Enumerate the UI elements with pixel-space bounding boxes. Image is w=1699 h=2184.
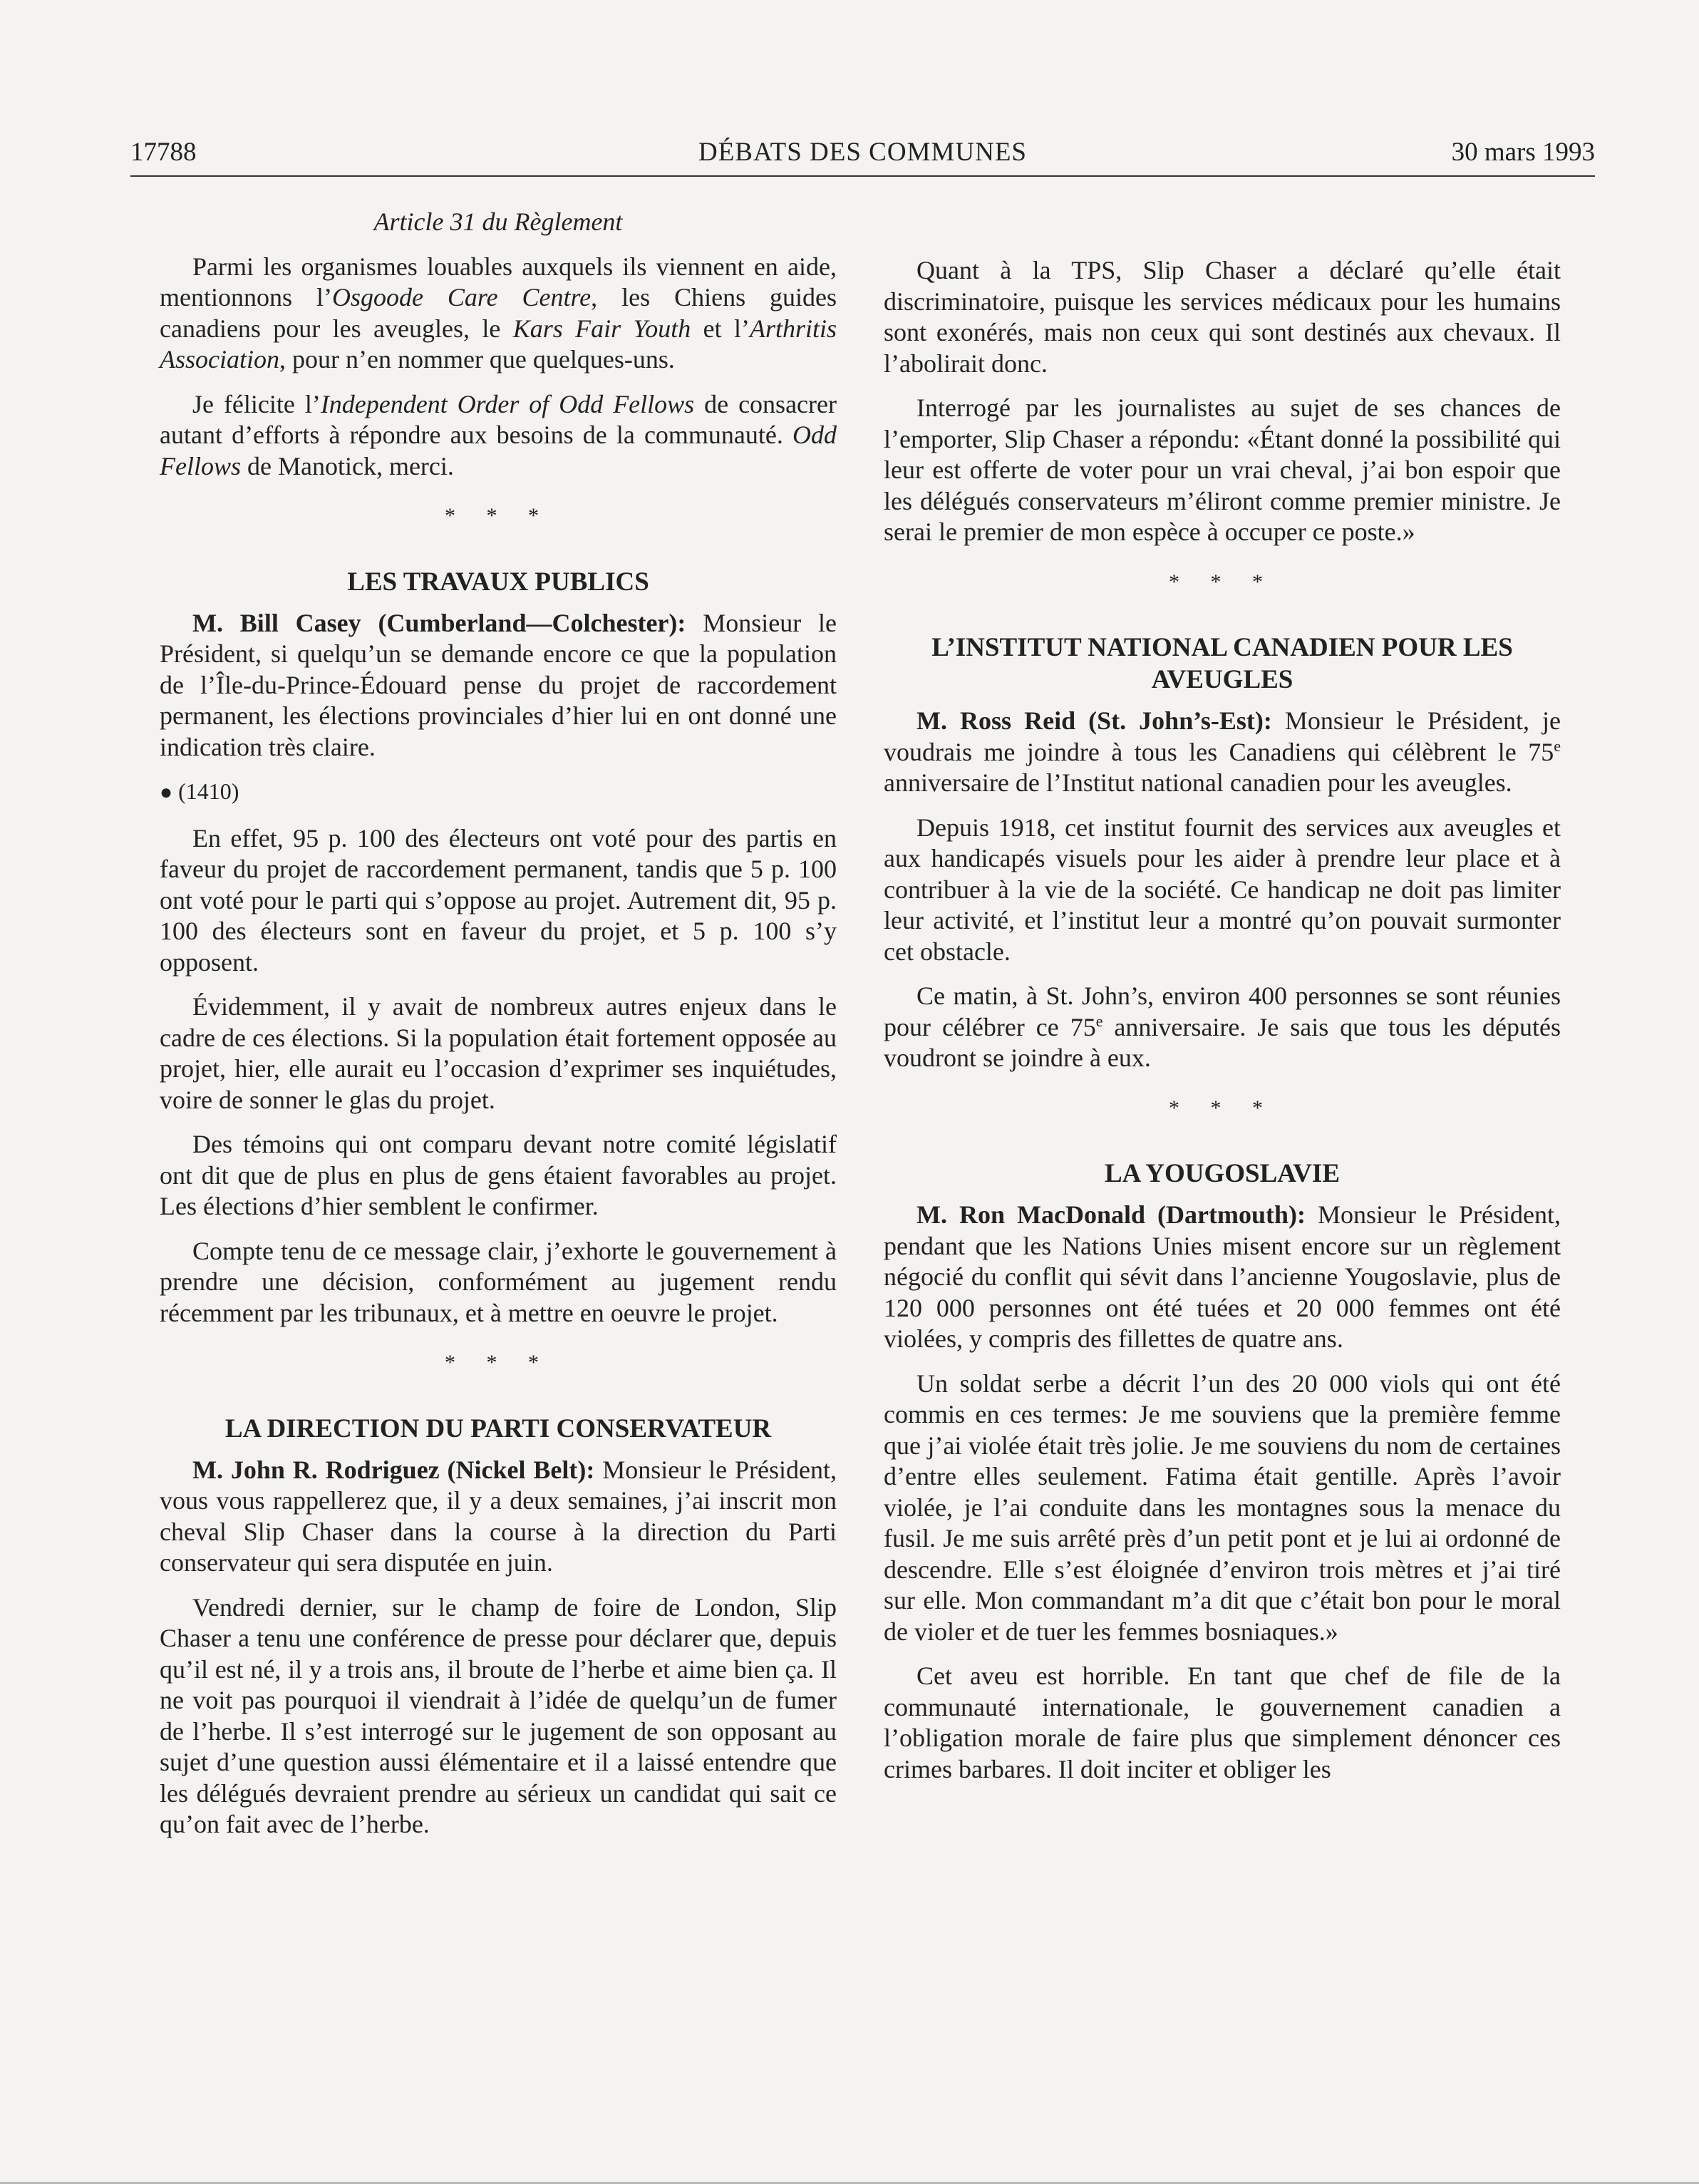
section-heading: LES TRAVAUX PUBLICS <box>347 567 649 597</box>
publication-date: 30 mars 1993 <box>1451 138 1595 167</box>
section-separator: * * * <box>445 504 552 527</box>
section-heading: LA YOUGOSLAVIE <box>1104 1159 1341 1188</box>
paragraph: Des témoins qui ont comparu devant notre comité législatif ont dit que de plus en plus de gens étaient favorables au projet. Les élections d’hier semblent le confirmer. <box>160 1130 837 1220</box>
paragraph: Quant à la TPS, Slip Chaser a déclaré qu’elle était discriminatoire, puisque les services médicaux pour les humains sont exonérés, mais non ceux qui sont destinés aux chevaux. Il l’abolirait donc. <box>884 256 1561 378</box>
section-separator: * * * <box>1169 570 1276 594</box>
paragraph: Interrogé par les journalistes au sujet de ses chances de l’emporter, Slip Chaser a répondu: «Étant donné la possibilité qui leur est offerte de voter pour un vrai cheval, j’ai bon espoir que les délégués conservateurs m’éliront comme premier ministre. Je serai le premier de mon espèce à occuper ce poste.» <box>884 393 1561 546</box>
section-heading: LA DIRECTION DU PARTI CONSERVATEUR <box>224 1413 772 1443</box>
paragraph: Évidemment, il y avait de nombreux autres enjeux dans le cadre de ces élections. Si la population était fortement opposée au projet, hier, elle aurait eu l’occasion d’exprimer ses inquiétudes, voire de sonner le glas du projet. <box>160 992 837 1114</box>
paragraph: Cet aveu est horrible. En tant que chef de file de la communauté internationale, le gouvernement canadien a l’obligation morale de faire plus que simplement dénoncer ces crimes barbares. Il doit inciter et obliger les <box>884 1662 1561 1783</box>
section-heading: L’INSTITUT NATIONAL CANADIEN POUR LES AVEUGLES <box>931 633 1513 694</box>
paragraph: Un soldat serbe a décrit l’un des 20 000 viols qui ont été commis en ces termes: Je me souviens que la première femme que j’ai violée était très jolie. Je me souviens du nom de certaines d’entre elles seulement. Fatima était gentille. Après l’avoir violée, je l’ai conduite dans les montagnes sous la menace du fusil. Je me suis arrêté près d’un petit pont et je lui ai ordonné de descendre. Elle s’est éloignée d’environ trois mètres et j’ai tiré sur elle. Mon commandant m’a dit que c’était bon pour le moral de violer et de tuer les femmes bosniaques.» <box>884 1369 1561 1646</box>
paragraph: Compte tenu de ce message clair, j’exhorte le gouvernement à prendre une décision, conformément au jugement rendu récemment par les tribunaux, et à mettre en oeuvre le projet. <box>160 1236 837 1327</box>
paragraph: M. John R. Rodriguez (Nickel Belt): Monsieur le Président, vous vous rappellerez que, il y a deux semaines, j’ai inscrit mon cheval Slip Chaser dans la course à la direction du Parti conservateur qui sera disputée en juin. <box>160 1455 837 1577</box>
time-marker: ● (1410) <box>160 778 239 804</box>
paragraph: Ce matin, à St. John’s, environ 400 personnes se sont réunies pour célébrer ce 75e anniversaire. Je sais que tous les députés voudront se joindre à eux. <box>884 982 1561 1072</box>
speaker-name: M. Ron MacDonald (Dartmouth): <box>916 1200 1306 1229</box>
bullet-icon: ● <box>160 781 173 804</box>
paragraph: M. Ross Reid (St. John’s-Est): Monsieur le Président, je voudrais me joindre à tous les Canadiens qui célèbrent le 75e anniversaire de l’Institut national canadien pour les aveugles. <box>884 706 1561 797</box>
right-column <box>884 255 1561 1798</box>
paragraph: Je félicite l’Independent Order of Odd Fellows de consacrer autant d’efforts à répondre aux besoins de la communauté. Odd Fellows de Manotick, merci. <box>160 389 837 480</box>
paragraph: M. Ron MacDonald (Dartmouth): Monsieur le Président, pendant que les Nations Unies misent encore sur un règlement négocié du conflit qui sévit dans l’ancienne Yougoslavie, plus de 120 000 personnes ont été tuées et 20 000 femmes ont été violées, y compris des fillettes de quatre ans. <box>884 1200 1561 1353</box>
paragraph: Depuis 1918, cet institut fournit des services aux aveugles et aux handicapés visuels pour les aider à prendre leur place et à contribuer à la vie de la société. Ce handicap ne doit pas limiter leur activité, et l’institut leur a montré qu’on pouvait surmonter cet obstacle. <box>884 813 1561 966</box>
publication-title: DÉBATS DES COMMUNES <box>698 138 1027 167</box>
left-column <box>160 207 837 1854</box>
paragraph: M. Bill Casey (Cumberland—Colchester): Monsieur le Président, si quelqu’un se demande encore ce que la population de l’Île-du-Prince-Édouard pense du projet de raccordement permanent, les élections provinciales d’hier lui en ont donné une indication très claire. <box>160 608 837 761</box>
speaker-name: M. Ross Reid (St. John’s-Est): <box>916 706 1272 735</box>
paragraph: Parmi les organismes louables auxquels ils viennent en aide, mentionnons l’Osgoode Care Centre, les Chiens guides canadiens pour les aveugles, le Kars Fair Youth et l’Arthritis Association, pour n’en nommer que quelques-uns. <box>160 252 837 374</box>
section-subhead: Article 31 du Règlement <box>373 207 623 236</box>
paragraph: En effet, 95 p. 100 des électeurs ont voté pour des partis en faveur du projet de raccordement permanent, tandis que 5 p. 100 ont voté pour le parti qui s’oppose au projet. Autrement dit, 95 p. 100 des électeurs sont en faveur du projet, et 5 p. 100 s’y opposent. <box>160 823 837 977</box>
page-number: 17788 <box>130 138 197 167</box>
page-header <box>130 133 1595 177</box>
speaker-name: M. Bill Casey (Cumberland—Colchester): <box>192 608 686 637</box>
section-separator: * * * <box>445 1351 552 1374</box>
speaker-name: M. John R. Rodriguez (Nickel Belt): <box>192 1455 595 1484</box>
paragraph: Vendredi dernier, sur le champ de foire de London, Slip Chaser a tenu une conférence de presse pour déclarer que, depuis qu’il est né, il y a trois ans, il broute de l’herbe et aime bien ça. Il ne voit pas pourquoi il viendrait à l’idée de quelqu’un de fumer de l’herbe. Il s’est interrogé sur le jugement de son opposant au sujet d’une question aussi élémentaire et il a laissé entendre que les délégués devraient prendre au sérieux un candidat qui sait ce qu’on fait avec de l’herbe. <box>160 1592 837 1838</box>
section-separator: * * * <box>1169 1096 1276 1120</box>
